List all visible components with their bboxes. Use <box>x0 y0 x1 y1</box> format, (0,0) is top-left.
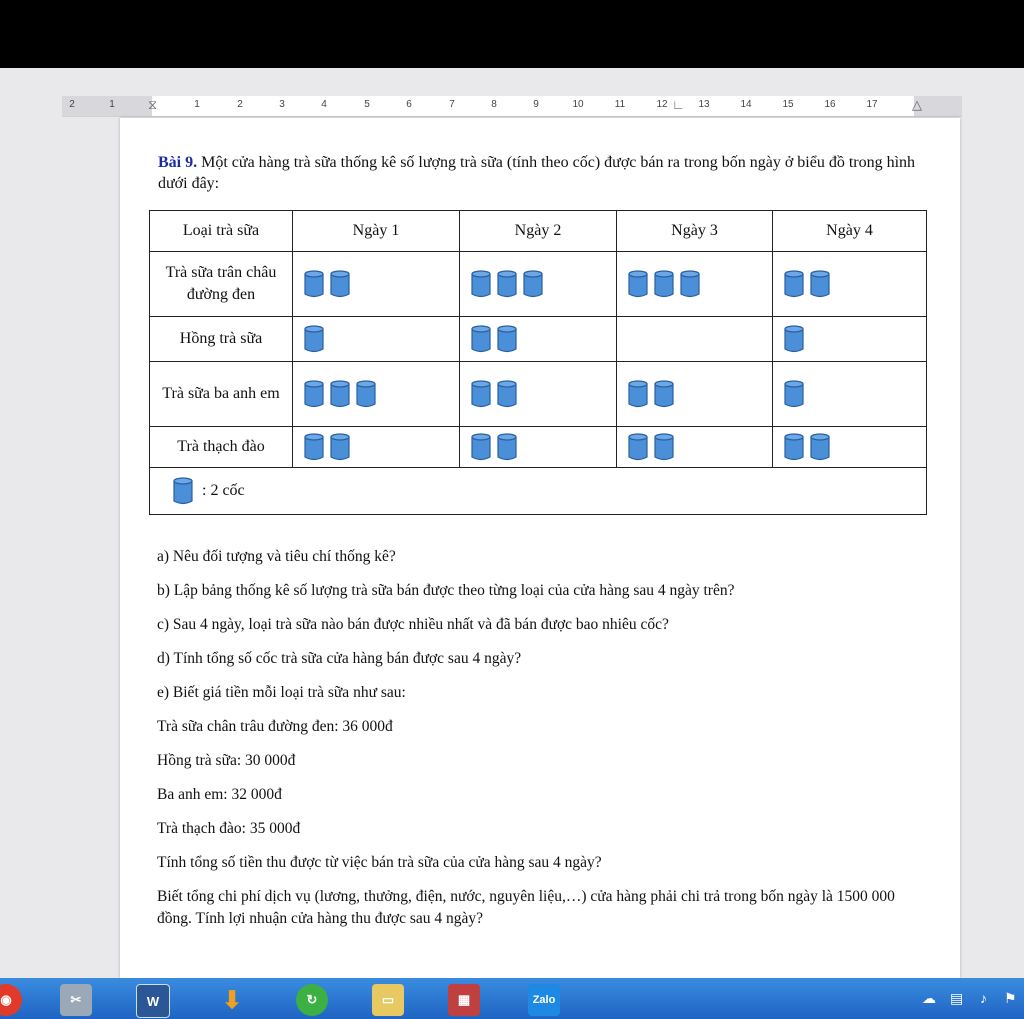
cup-group <box>303 269 459 299</box>
word-label: W <box>146 993 160 1009</box>
ruler-tick: 12 <box>656 99 668 110</box>
cup-group <box>627 269 772 299</box>
cup-group <box>470 269 616 299</box>
cups-cell <box>617 362 773 427</box>
cup-icon <box>329 432 351 462</box>
ruler-tick: 5 <box>364 99 370 110</box>
ruler-tick: 11 <box>614 99 626 110</box>
cups-cell <box>460 427 617 468</box>
cup-icon <box>496 432 518 462</box>
legend-cell <box>150 468 927 515</box>
cup-icon <box>496 269 518 299</box>
cup-group <box>783 269 926 299</box>
pictograph-table <box>149 210 927 515</box>
cup-icon <box>783 379 805 409</box>
ruler-tick: 2 <box>69 99 75 110</box>
cup-icon <box>653 269 675 299</box>
cup-icon <box>783 432 805 462</box>
cups-cell <box>293 317 460 362</box>
price-4: Trà thạch đào: 35 000đ <box>157 820 301 837</box>
cup-icon <box>627 379 649 409</box>
question-total: Tính tổng số tiền thu được từ việc bán trà sữa của cửa hàng sau 4 ngày? <box>157 854 602 871</box>
cup-icon <box>355 379 377 409</box>
table-header-row <box>150 211 927 252</box>
cups-cell <box>617 427 773 468</box>
ruler-tick: 6 <box>406 99 412 110</box>
tray-network-icon[interactable]: ▤ <box>950 990 964 1006</box>
row-label: Trà sữa trân châu đường đen <box>150 252 293 317</box>
header-day-4: Ngày 4 <box>773 211 927 252</box>
legend-text: : 2 cốc <box>202 482 245 499</box>
indent-marker-icon[interactable]: ⧖ <box>148 97 158 112</box>
ruler-tick: 2 <box>237 99 243 110</box>
cup-icon <box>470 324 492 354</box>
horizontal-ruler[interactable] <box>62 96 962 117</box>
cup-icon <box>496 379 518 409</box>
header-day-1: Ngày 1 <box>293 211 460 252</box>
cup-icon <box>627 432 649 462</box>
price-3: Ba anh em: 32 000đ <box>157 786 282 803</box>
question-d: d) Tính tổng số cốc trà sữa cửa hàng bán được sau 4 ngày? <box>157 650 522 667</box>
cup-icon <box>470 379 492 409</box>
ruler-left-margin <box>62 96 152 116</box>
header-day-3: Ngày 3 <box>617 211 773 252</box>
cup-group <box>783 432 926 462</box>
cup-icon <box>522 269 544 299</box>
cup-icon <box>809 269 831 299</box>
ruler-tick: 9 <box>533 99 539 110</box>
cups-cell <box>773 252 927 317</box>
cup-icon <box>329 269 351 299</box>
cup-icon <box>303 269 325 299</box>
cup-icon <box>653 432 675 462</box>
zalo-label: Zalo <box>532 994 556 1006</box>
right-indent-icon[interactable]: △ <box>912 97 922 112</box>
question-profit: Biết tổng chi phí dịch vụ (lương, thưởng, điện, nước, nguyên liệu,…) cửa hàng phải chi trả trong bốn ngày là 1500 000 đồng. Tính lợi nhuận cửa hàng thu được sau 4 ngày? <box>157 888 895 927</box>
calendar-app-icon[interactable]: ▦ <box>448 984 480 1016</box>
question-c: c) Sau 4 ngày, loại trà sữa nào bán được nhiều nhất và đã bán được bao nhiêu cốc? <box>157 616 669 633</box>
chrome-icon[interactable]: ◉ <box>0 984 22 1016</box>
cup-icon <box>470 269 492 299</box>
exercise-label: Bài 9. <box>158 154 198 171</box>
header-type: Loại trà sữa <box>150 211 293 252</box>
folder-icon[interactable]: ▭ <box>372 984 404 1016</box>
ruler-tick: 10 <box>572 99 584 110</box>
cups-cell <box>773 427 927 468</box>
document-page <box>120 118 960 978</box>
price-1: Trà sữa chân trâu đường đen: 36 000đ <box>157 718 393 735</box>
cup-icon <box>303 324 325 354</box>
ruler-tick: 1 <box>109 99 115 110</box>
ruler-tick: 13 <box>698 99 710 110</box>
download-icon[interactable]: ⬇ <box>221 986 243 1014</box>
cup-group <box>303 432 459 462</box>
question-e: e) Biết giá tiền mỗi loại trà sữa như sau: <box>157 684 406 701</box>
top-black-bar <box>0 0 1024 68</box>
refresh-app-icon[interactable]: ↻ <box>296 984 328 1016</box>
ruler-tick: 4 <box>321 99 327 110</box>
ruler-tick: 16 <box>824 99 836 110</box>
ruler-tick: 1 <box>194 99 200 110</box>
question-b: b) Lập bảng thống kê số lượng trà sữa bán được theo từng loại của cửa hàng sau 4 ngày trên? <box>157 582 735 599</box>
cup-icon <box>329 379 351 409</box>
cup-group <box>783 324 926 354</box>
cups-cell <box>460 317 617 362</box>
header-day-2: Ngày 2 <box>460 211 617 252</box>
cup-icon <box>496 324 518 354</box>
cup-group <box>303 379 459 409</box>
cup-group <box>470 379 616 409</box>
ruler-tick: 17 <box>866 99 878 110</box>
cup-icon <box>783 324 805 354</box>
legend-row <box>150 468 927 515</box>
table-row <box>150 362 927 427</box>
word-icon[interactable] <box>136 984 170 1018</box>
cup-icon <box>809 432 831 462</box>
cup-icon <box>679 269 701 299</box>
taskbar <box>0 978 1024 1019</box>
ruler-tick: 7 <box>449 99 455 110</box>
question-a: a) Nêu đối tượng và tiêu chí thống kê? <box>157 548 396 565</box>
cups-cell <box>617 317 773 362</box>
tab-stop-icon[interactable]: ∟ <box>672 97 685 112</box>
table-row <box>150 252 927 317</box>
ruler-tick: 8 <box>491 99 497 110</box>
ruler-tick: 15 <box>782 99 794 110</box>
cups-cell <box>617 252 773 317</box>
exercise-text: Một cửa hàng trà sữa thống kê số lượng trà sữa (tính theo cốc) được bán ra trong bốn ngày ở biểu đồ trong hình dưới đây: <box>158 154 916 192</box>
ruler-tick: 3 <box>279 99 285 110</box>
cup-group <box>470 324 616 354</box>
tray-volume-icon[interactable]: ♪ <box>980 990 987 1006</box>
cups-cell <box>460 252 617 317</box>
cup-group <box>783 379 926 409</box>
tray-cloud-icon[interactable]: ☁ <box>922 990 936 1006</box>
cup-group <box>627 432 772 462</box>
cup-icon <box>653 379 675 409</box>
tools-icon[interactable]: ✂ <box>60 984 92 1016</box>
tray-flag-icon[interactable]: ⚑ <box>1004 990 1017 1006</box>
cups-cell <box>293 252 460 317</box>
cup-group <box>627 379 772 409</box>
table-row <box>150 427 927 468</box>
ruler-tick: 14 <box>740 99 752 110</box>
row-label: Hồng trà sữa <box>150 317 293 362</box>
row-label: Trà thạch đào <box>150 427 293 468</box>
cup-icon <box>172 476 194 506</box>
cup-icon <box>303 432 325 462</box>
cup-group <box>470 432 616 462</box>
cup-icon <box>627 269 649 299</box>
cup-icon <box>172 476 194 506</box>
zalo-icon[interactable] <box>528 984 560 1016</box>
cups-cell <box>293 362 460 427</box>
cups-cell <box>773 362 927 427</box>
cup-icon <box>470 432 492 462</box>
price-2: Hồng trà sữa: 30 000đ <box>157 752 296 769</box>
cups-cell <box>460 362 617 427</box>
exercise-intro <box>158 152 918 194</box>
cups-cell <box>773 317 927 362</box>
cup-group <box>303 324 459 354</box>
row-label: Trà sữa ba anh em <box>150 362 293 427</box>
cup-icon <box>783 269 805 299</box>
table-row <box>150 317 927 362</box>
cups-cell <box>293 427 460 468</box>
cup-icon <box>303 379 325 409</box>
